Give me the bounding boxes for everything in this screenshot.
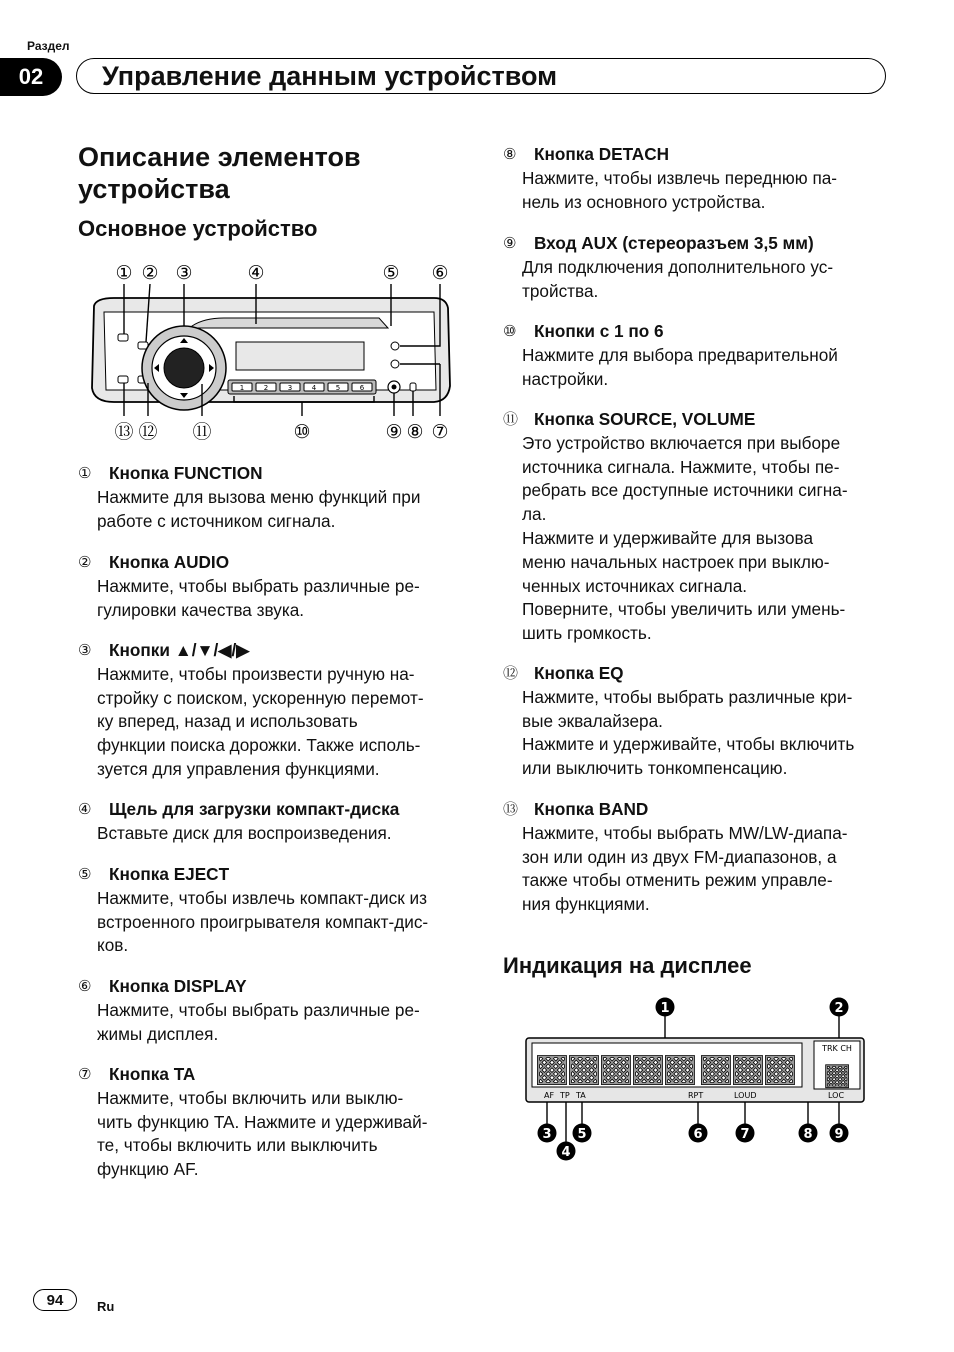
preset-label-1: 1 [239, 384, 245, 392]
callout-1: ① [115, 262, 133, 284]
section-label: Раздел [27, 39, 70, 53]
item-number: ⑪ [503, 410, 519, 428]
item-title: Кнопка SOURCE, VOLUME [534, 409, 756, 429]
preset-label-6: 6 [359, 384, 365, 392]
list-item [503, 320, 878, 391]
display-callout-6: 6 [693, 1127, 703, 1142]
item-description: Нажмите, чтобы выбрать различные ре- жимы дисплея. [97, 999, 420, 1044]
item-number: ⑥ [78, 977, 92, 995]
ta-indicator: TA [576, 1091, 586, 1100]
display-callout-7: 7 [740, 1127, 750, 1142]
preset-label-5: 5 [335, 384, 341, 392]
list-item [503, 408, 878, 646]
list-item [78, 1063, 453, 1182]
item-number: ⑬ [503, 800, 519, 818]
svg-text:▩: ▩ [566, 1045, 602, 1089]
af-indicator: AF [544, 1091, 555, 1100]
item-description: Нажмите, чтобы включить или выклю- чить функцию TA. Нажмите и удерживай- те, чтобы включить или выключить функцию AF. [97, 1087, 428, 1180]
rpt-indicator: RPT [688, 1091, 704, 1100]
item-title: Кнопка DETACH [534, 144, 670, 164]
display-callout-8: 8 [803, 1127, 813, 1142]
item-title: Кнопка TA [109, 1064, 196, 1084]
loc-indicator: LOC [828, 1091, 845, 1100]
svg-text:▩: ▩ [762, 1045, 798, 1089]
item-description: Нажмите, чтобы извлечь переднюю па- нель из основного устройства. [522, 167, 838, 212]
item-title: Кнопка EJECT [109, 864, 230, 884]
display-illustration [520, 992, 880, 1164]
subheading-main-unit: Основное устройство [78, 216, 318, 241]
callout-3: ③ [175, 262, 193, 284]
item-number: ⑨ [503, 234, 517, 252]
chapter-title: Управление данным устройством [102, 61, 558, 91]
preset-label-3: 3 [287, 384, 293, 392]
item-description: Вставьте диск для воспроизведения. [97, 822, 392, 843]
item-title: Кнопки с 1 по 6 [534, 321, 664, 341]
main-unit-illustration [84, 256, 464, 446]
callout-6: ⑥ [431, 262, 449, 284]
list-item [503, 662, 878, 781]
track-digits: ▩ [822, 1057, 852, 1092]
preset-label-2: 2 [263, 384, 269, 392]
source-volume-knob[interactable] [164, 348, 204, 388]
list-item [78, 639, 453, 782]
list-item [503, 143, 878, 214]
item-title: Щель для загрузки компакт-диска [109, 799, 400, 819]
section-number-badge: 02 [0, 58, 62, 96]
page-heading: Описание элементов устройства [78, 142, 361, 204]
svg-text:▩: ▩ [534, 1045, 570, 1089]
item-title: Кнопка FUNCTION [109, 463, 263, 483]
device-callouts-bottom [114, 421, 448, 443]
item-number: ⑩ [503, 322, 517, 340]
device-callouts-top [115, 262, 448, 284]
item-number: ② [78, 553, 92, 571]
item-description: Нажмите, чтобы выбрать различные кри- вые эквалайзера. Нажмите и удерживайте, чтобы включить или выключить тонкомпенсацию. [522, 686, 855, 779]
display-callout-4: 4 [561, 1145, 571, 1160]
item-number: ⑧ [503, 145, 517, 163]
item-description: Нажмите, чтобы выбрать MW/LW-диапа- зон или один из двух FM-диапазонов, а также чтобы отменить режим управле- ния функциями. [522, 822, 848, 915]
callout-2: ② [141, 262, 159, 284]
item-description: Нажмите для выбора предварительной настройки. [522, 344, 838, 389]
item-title: Кнопка DISPLAY [109, 976, 247, 996]
item-description: Нажмите, чтобы извлечь компакт-диск из встроенного проигрывателя компакт-дис- ков. [97, 887, 429, 956]
svg-text:▩: ▩ [698, 1045, 734, 1089]
lcd-window [236, 342, 364, 370]
item-number: ① [78, 464, 92, 482]
item-title: Кнопка EQ [534, 663, 624, 683]
item-description: Для подключения дополнительного ус- тройства. [522, 256, 834, 301]
item-number: ⑦ [78, 1065, 92, 1083]
tp-indicator: TP [560, 1091, 570, 1100]
item-number: ⑤ [78, 865, 92, 883]
aux-jack-hole [392, 385, 397, 390]
svg-text:▩: ▩ [662, 1045, 698, 1089]
callout-4: ④ [247, 262, 265, 284]
loud-indicator: LOUD [734, 1091, 757, 1100]
band-button[interactable] [118, 376, 128, 383]
display-callout-9: 9 [834, 1127, 844, 1142]
item-title: Кнопка AUDIO [109, 552, 230, 572]
page-number: 94 [33, 1289, 77, 1311]
item-number: ③ [78, 641, 92, 659]
item-title: Вход AUX (стереоразъем 3,5 мм) [534, 233, 814, 253]
callout-10: ⑩ [293, 421, 311, 443]
list-item [503, 232, 878, 303]
svg-text:▩: ▩ [730, 1045, 766, 1089]
subheading-display: Индикация на дисплее [503, 953, 752, 978]
item-title: Кнопки ▲/▼/◀/▶ [109, 640, 250, 660]
callout-9: ⑨ [385, 421, 403, 443]
callout-11: ⑪ [192, 421, 212, 443]
function-button[interactable] [118, 334, 128, 341]
callout-12: ⑫ [138, 421, 158, 443]
segment-characters [534, 1045, 798, 1089]
preset-label-4: 4 [311, 384, 317, 392]
trk-ch-indicator: TRK CH [822, 1044, 852, 1053]
display-callout-1: 1 [660, 1001, 670, 1016]
callout-13: ⑬ [114, 421, 134, 443]
list-item [78, 975, 453, 1046]
ta-button[interactable] [391, 360, 399, 368]
callout-5: ⑤ [382, 262, 400, 284]
list-item [78, 462, 453, 533]
display-button[interactable] [391, 342, 399, 350]
list-item [503, 798, 878, 917]
list-item [78, 551, 453, 622]
svg-text:▩: ▩ [630, 1045, 666, 1089]
display-callout-3: 3 [542, 1127, 552, 1142]
display-callout-5: 5 [577, 1127, 587, 1142]
item-description: Нажмите, чтобы произвести ручную на- стройку с поиском, ускоренную перемот- ку вперед, назад и использовать функции поиска дорожки. Также исполь- зуется для управления функциями. [97, 663, 424, 779]
item-number: ⑫ [503, 664, 519, 682]
list-item [78, 798, 453, 846]
list-item [78, 863, 453, 958]
item-description: Нажмите, чтобы выбрать различные ре- гулировки качества звука. [97, 575, 420, 620]
detach-button[interactable] [410, 383, 416, 391]
disc-slot [192, 318, 388, 328]
item-description: Это устройство включается при выборе источника сигнала. Нажмите, чтобы пе- ребрать все доступные источники сигна- ла. Нажмите и удерживайте для вызова меню начальных настроек при выклю- ченных источниках сигнала. Поверните, чтобы увеличить или умень- шить громкость. [522, 432, 848, 644]
item-number: ④ [78, 800, 92, 818]
item-title: Кнопка BAND [534, 799, 649, 819]
callout-8: ⑧ [406, 421, 424, 443]
language-code: Ru [97, 1299, 115, 1314]
display-callout-2: 2 [834, 1001, 844, 1016]
svg-text:▩: ▩ [598, 1045, 634, 1089]
item-description: Нажмите для вызова меню функций при работе с источником сигнала. [97, 486, 421, 531]
callout-7: ⑦ [431, 421, 449, 443]
